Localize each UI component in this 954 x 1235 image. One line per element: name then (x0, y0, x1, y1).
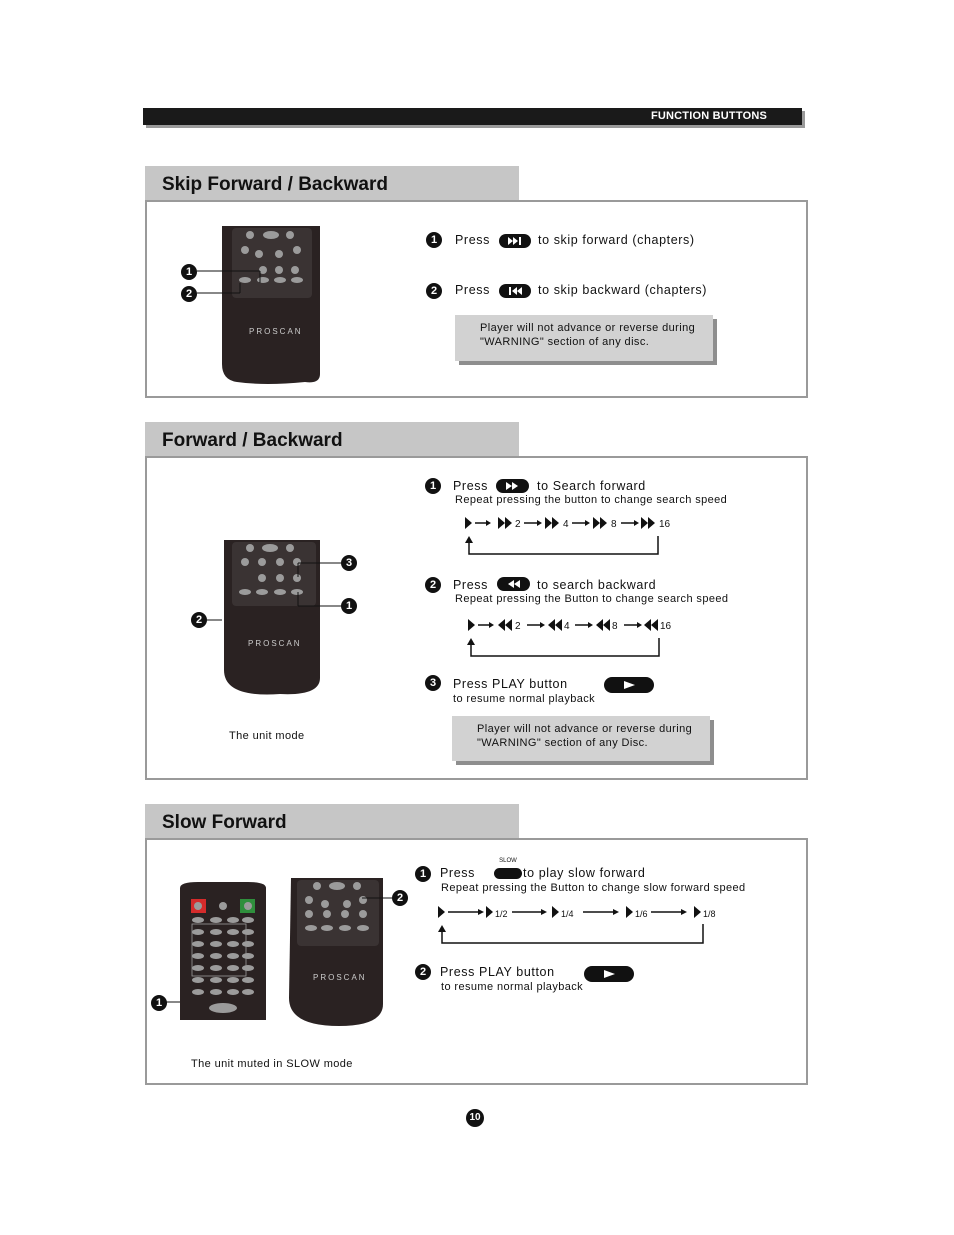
play-button (584, 966, 634, 982)
step-subtext: to resume normal playback (453, 693, 596, 705)
step-text: to search backward (537, 578, 657, 592)
speed-label: 16 (660, 621, 672, 632)
speed-cycle-diagram (433, 902, 723, 948)
fast-forward-icon (496, 479, 529, 493)
speed-label: 2 (515, 621, 521, 632)
remote-caption: The unit muted in SLOW mode (191, 1058, 353, 1070)
slow-button-label: SLOW (499, 858, 517, 864)
step-number: 1 (425, 478, 441, 494)
remote-brand-label: PROSCAN (248, 639, 302, 648)
speed-label: 16 (659, 519, 671, 530)
step-number: 2 (426, 283, 442, 299)
section-title-text: Skip Forward / Backward (162, 174, 388, 195)
remote-brand-label: PROSCAN (313, 973, 367, 982)
speed-label: 2 (515, 519, 521, 530)
press-label: Press PLAY button (440, 965, 555, 979)
speed-cycle-diagram (463, 614, 683, 660)
callout-1: 1 (151, 995, 167, 1011)
remote-brand-label: PROSCAN (249, 327, 303, 336)
callout-1: 1 (341, 598, 357, 614)
step-text: to play slow forward (523, 866, 646, 880)
step-number: 2 (425, 577, 441, 593)
rewind-button (497, 577, 530, 591)
press-label: Press (440, 866, 475, 880)
callout-lines (200, 555, 350, 625)
fast-forward-button (496, 479, 529, 493)
callout-1: 1 (181, 264, 197, 280)
speed-label: 1/6 (635, 909, 648, 919)
next-chapter-icon (499, 234, 531, 248)
speed-label: 4 (563, 519, 569, 530)
header-label: FUNCTION BUTTONS (650, 110, 767, 122)
speed-label: 8 (612, 621, 618, 632)
note-line: "WARNING" section of any Disc. (477, 737, 648, 749)
slow-button (494, 868, 522, 879)
step-text: to skip forward (chapters) (538, 233, 695, 247)
section-title-text: Slow Forward (162, 812, 287, 833)
step-subtext: Repeat pressing the Button to change slow forward speed (441, 882, 746, 894)
step-number: 1 (426, 232, 442, 248)
step-text: to Search forward (537, 479, 646, 493)
step-text: to skip backward (chapters) (538, 283, 708, 297)
section-title-skip (145, 166, 519, 201)
section-title-text: Forward / Backward (162, 430, 343, 451)
press-label: Press (455, 233, 490, 247)
page-number: 10 (466, 1109, 484, 1127)
callout-2: 2 (181, 286, 197, 302)
play-icon (604, 677, 654, 693)
step-subtext: to resume normal playback (441, 981, 584, 993)
remote-caption: The unit mode (229, 730, 305, 742)
step-number: 3 (425, 675, 441, 691)
previous-chapter-icon (499, 284, 531, 298)
step-number: 1 (415, 866, 431, 882)
press-label: Press (453, 578, 488, 592)
note-line: "WARNING" section of any disc. (480, 336, 650, 348)
press-label: Press PLAY button (453, 677, 568, 691)
warning-note (452, 716, 710, 761)
speed-label: 1/4 (561, 909, 574, 919)
callout-lines (150, 890, 410, 1010)
play-button (604, 677, 654, 693)
step-subtext: Repeat pressing the Button to change search speed (455, 593, 729, 605)
section-title-slow (145, 804, 519, 839)
speed-label: 8 (611, 519, 617, 530)
rewind-icon (497, 577, 530, 591)
header-bar (143, 108, 802, 125)
section-title-fwdback (145, 422, 519, 457)
callout-2: 2 (392, 890, 408, 906)
speed-label: 1/8 (703, 909, 716, 919)
speed-cycle-diagram (460, 512, 680, 560)
speed-label: 4 (564, 621, 570, 632)
step-number: 2 (415, 964, 431, 980)
next-chapter-button (499, 234, 531, 248)
callout-3: 3 (341, 555, 357, 571)
step-subtext: Repeat pressing the button to change search speed (455, 494, 728, 506)
speed-label: 1/2 (495, 909, 508, 919)
press-label: Press (455, 283, 490, 297)
note-line: Player will not advance or reverse during (477, 723, 693, 735)
previous-chapter-button (499, 284, 531, 298)
remote-control-image (175, 224, 335, 386)
note-line: Player will not advance or reverse during (480, 322, 696, 334)
play-icon (584, 966, 634, 982)
press-label: Press (453, 479, 488, 493)
warning-note (455, 315, 713, 361)
callout-2: 2 (191, 612, 207, 628)
